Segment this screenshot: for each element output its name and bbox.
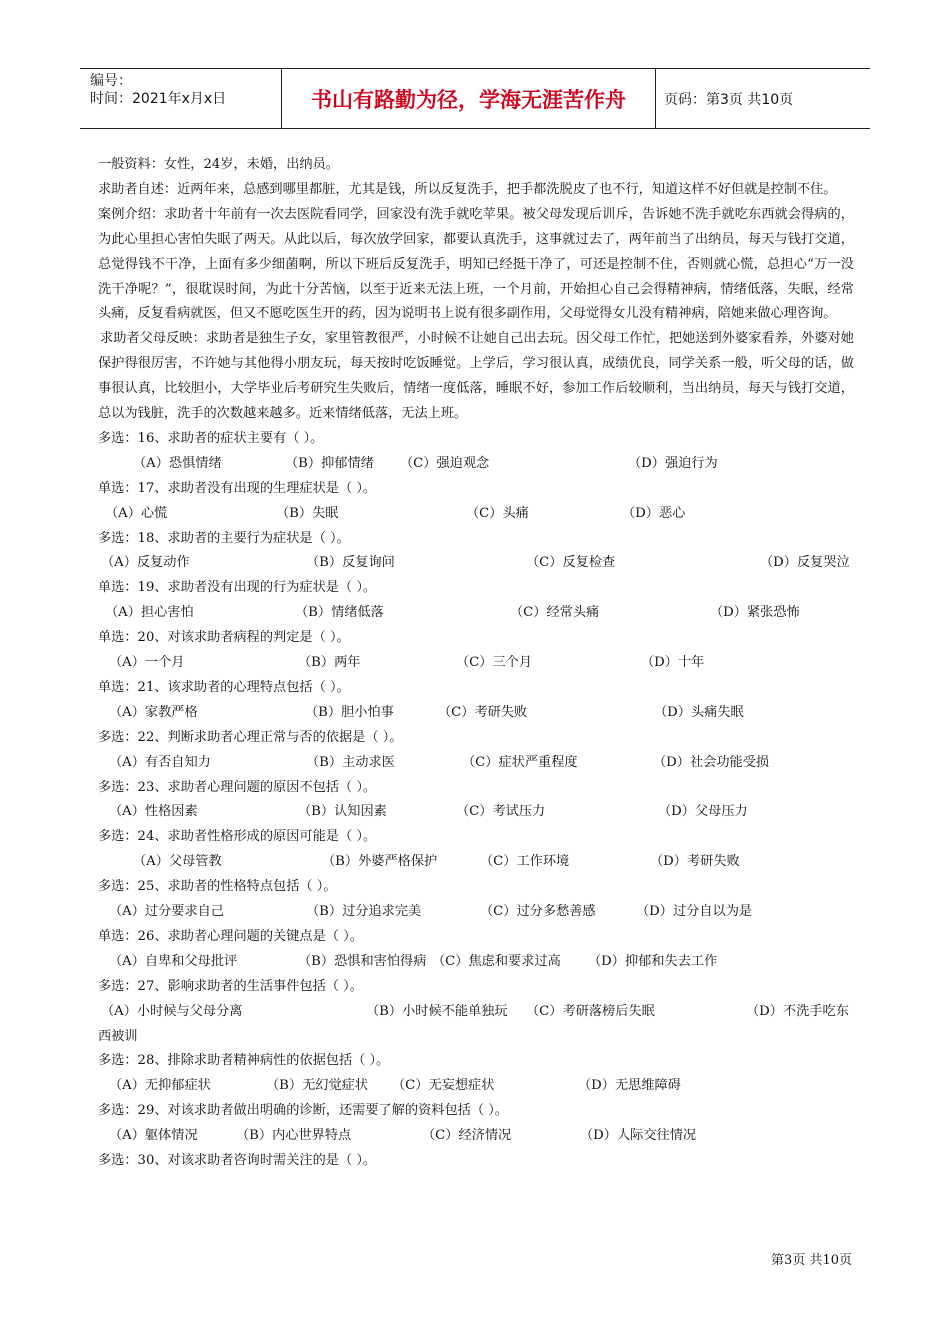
option: （A）恐惧情绪 [133, 455, 222, 471]
option: （A）反复动作 [101, 555, 190, 571]
options-19 [98, 601, 854, 626]
option: （C）三个月 [456, 655, 533, 671]
option: （A）有否自知力 [109, 754, 211, 770]
option: （D）社会功能受损 [653, 754, 770, 770]
options-17 [98, 502, 854, 527]
option: （B）恐惧和害怕得病 [298, 953, 427, 969]
question-19: 单选：19、求助者没有出现的行为症状是（ ）。 [98, 580, 377, 596]
option: （A）无抑郁症状 [109, 1078, 211, 1094]
option: （A）性格因素 [109, 804, 198, 820]
option: （B）情绪低落 [295, 605, 384, 621]
option: （D）抑郁和失去工作 [588, 953, 718, 969]
option: （C）考试压力 [456, 804, 546, 820]
question-18: 多选：18、求助者的主要行为症状是（ ）。 [98, 530, 350, 546]
options-22 [98, 751, 854, 776]
option: （B）无幻觉症状 [266, 1078, 369, 1094]
option: （B）失眠 [276, 505, 339, 521]
options-26 [98, 950, 854, 975]
footer-page-label: 第3页 共10页 [771, 1253, 852, 1268]
option: （B）小时候不能单独玩 [366, 1003, 508, 1019]
option-d-line1: （D）不洗手吃东 [746, 1003, 849, 1019]
self-report: 求助者自述：近两年来，总感到哪里都脏，尤其是钱，所以反复洗手，把手都洗脱皮了也不行，知道这样不好但就是控制不住。 [98, 181, 837, 197]
header-page-label: 页码：第3页 共10页 [664, 92, 794, 108]
options-20 [98, 651, 854, 676]
option: （B）认知因素 [298, 804, 387, 820]
options-24 [98, 850, 854, 875]
option: （D）强迫行为 [628, 455, 718, 471]
option: （A）心慌 [105, 505, 168, 521]
option: （D）父母压力 [658, 804, 748, 820]
question-20: 单选：20、对该求助者病程的判定是（ ）。 [98, 630, 350, 646]
question-30: 多选：30、对该求助者咨询时需关注的是（ ）。 [98, 1153, 377, 1169]
header-motto: 书山有路勤为径，学海无涯苦作舟 [311, 87, 626, 112]
option: （D）无思维障碍 [578, 1078, 681, 1094]
option: （D）十年 [641, 655, 705, 671]
option: （B）胆小怕事 [305, 704, 394, 720]
question-22: 多选：22、判断求助者心理正常与否的依据是（ ）。 [98, 729, 403, 745]
options-21 [98, 701, 854, 726]
option: （B）抑郁情绪 [285, 455, 374, 471]
options-28 [98, 1074, 854, 1099]
header-left [90, 72, 226, 108]
question-23: 多选：23、求助者心理问题的原因不包括（ ）。 [98, 779, 377, 795]
number-label: 编号： [90, 73, 132, 89]
question-16: 多选：16、求助者的症状主要有（ ）。 [98, 430, 324, 446]
option: （D）紧张恐怖 [710, 605, 800, 621]
option: （D）过分自以为是 [636, 904, 753, 920]
option-d-line2: 西被训 [98, 1028, 138, 1044]
options-27 [98, 1000, 854, 1025]
parents-report: 求助者父母反映：求助者是独生子女，家里管教很严，小时候不让她自己出去玩。因父母工作忙，把她送到外婆家看养，外婆对她保护得很厉害，不许她与其他得小朋友玩，每天按时吃饭睡觉。上学后，学习很认真，成绩优良，同学关系一般，听父母的话，做事很认真，比较胆小，大学毕业后考研究生失败后，情绪一度低落，睡眠不好，参加工作后较顺利，当出纳员，每天与钱打交道，总以为钱脏，洗手的次数越来越多。近来情绪低落，无法上班。 [98, 331, 854, 422]
option: （D）反复哭泣 [760, 555, 850, 571]
option: （C）过分多愁善感 [480, 904, 596, 920]
document-body [98, 153, 854, 1174]
option: （A）小时候与父母分离 [101, 1003, 243, 1019]
general-info: 一般资料：女性，24岁，未婚，出纳员。 [98, 157, 339, 172]
option: （C）经常头痛 [510, 605, 600, 621]
options-29 [98, 1124, 854, 1149]
question-27: 多选：27、影响求助者的生活事件包括（ ）。 [98, 978, 363, 994]
question-17: 单选：17、求助者没有出现的生理症状是（ ）。 [98, 480, 377, 496]
option: （C）强迫观念 [400, 455, 490, 471]
option: （B）主动求医 [306, 754, 395, 770]
option: （B）过分追求完美 [306, 904, 422, 920]
option: （C）无妄想症状 [392, 1078, 495, 1094]
options-25 [98, 900, 854, 925]
option: （B）反复询问 [306, 555, 395, 571]
options-18 [98, 551, 854, 576]
question-24: 多选：24、求助者性格形成的原因可能是（ ）。 [98, 829, 377, 845]
option: （C）焦虑和要求过高 [432, 953, 561, 969]
option: （C）症状严重程度 [462, 754, 578, 770]
question-25: 多选：25、求助者的性格特点包括（ ）。 [98, 879, 337, 895]
question-29: 多选：29、对该求助者做出明确的诊断，还需要了解的资料包括（ ）。 [98, 1103, 508, 1119]
option: （D）人际交往情况 [580, 1128, 697, 1144]
case-intro: 案例介绍：求助者十年前有一次去医院看同学，回家没有洗手就吃苹果。被父母发现后训斥，告诉她不洗手就吃东西就会得病的，为此心里担心害怕失眠了两天。从此以后，每次放学回家，都要认真洗手，这事就过去了，两年前当了出纳员，每天与钱打交道，总觉得钱不干净，上面有多少细菌啊，所以下班后反复洗手，明知已经挺干净了，可还是控制不住，否则就心慌，总担心“万一没洗干净呢？”，很耽误时间，为此十分苦恼，以至于近来无法上班，一个月前，开始担心自己会得精神病，情绪低落，失眠，经常头痛，反复看病就医，但又不愿吃医生开的药，因为说明书上说有很多副作用，父母觉得女儿没有精神病，陪她来做心理咨询。 [98, 206, 854, 322]
options-16 [98, 452, 854, 477]
time-label: 时间：2021年x月x日 [90, 91, 227, 107]
option: （B）内心世界特点 [236, 1128, 352, 1144]
option: （A）自卑和父母批评 [109, 953, 238, 969]
option: （A）父母管教 [133, 854, 222, 870]
option: （C）考研失败 [438, 704, 528, 720]
option: （A）担心害怕 [105, 605, 194, 621]
header-divider-2 [655, 68, 656, 129]
option: （A）家教严格 [109, 704, 198, 720]
option: （C）工作环境 [480, 854, 570, 870]
option: （A）一个月 [109, 655, 185, 671]
question-28: 多选：28、排除求助者精神病性的依据包括（ ）。 [98, 1053, 390, 1069]
options-23 [98, 800, 854, 825]
option: （C）头痛 [466, 505, 529, 521]
option: （B）外婆严格保护 [322, 854, 438, 870]
question-26: 单选：26、求助者心理问题的关键点是（ ）。 [98, 928, 363, 944]
option: （C）经济情况 [422, 1128, 512, 1144]
option: （D）头痛失眠 [654, 704, 744, 720]
option: （D）恶心 [622, 505, 686, 521]
option: （B）两年 [298, 655, 361, 671]
option: （C）反复检查 [526, 555, 616, 571]
option: （A）躯体情况 [109, 1128, 198, 1144]
option: （D）考研失败 [650, 854, 740, 870]
option: （A）过分要求自己 [109, 904, 225, 920]
option: （C）考研落榜后失眠 [526, 1003, 655, 1019]
question-21: 单选：21、该求助者的心理特点包括（ ）。 [98, 679, 350, 695]
